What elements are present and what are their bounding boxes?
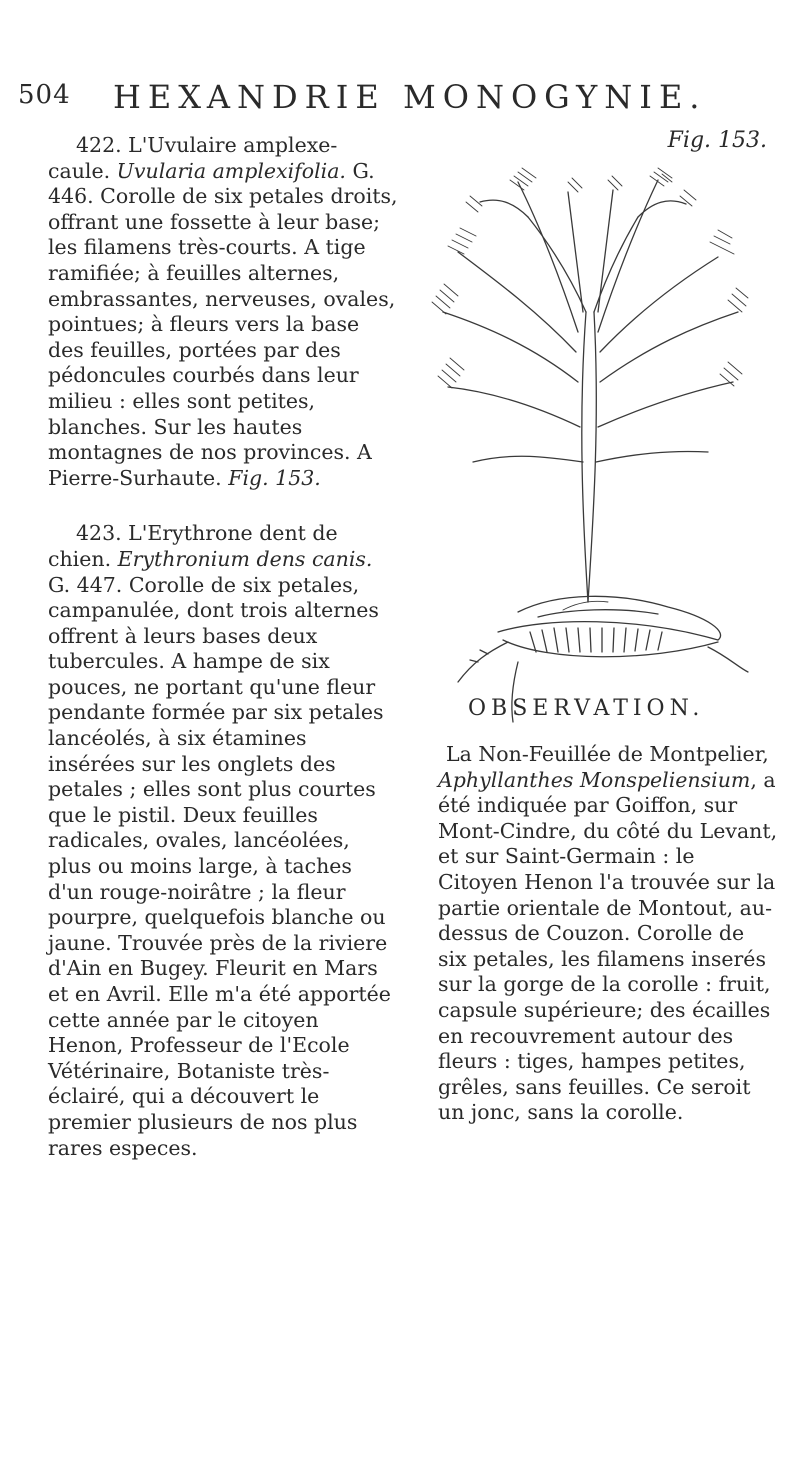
leaf-hatching <box>432 168 748 388</box>
figure-reference: Fig. 153. <box>228 465 321 490</box>
latin-name: Uvularia amplexifolia. <box>116 158 346 183</box>
observation-text <box>438 742 778 1126</box>
observation-text-start: La Non-Feuillée de Montpelier, <box>446 742 769 766</box>
left-column <box>48 133 398 1183</box>
entry-text-end: G. 446. Corolle de six petales droits, offrant une fossette à leur base; les filamens très-courts. A tige ramifiée; à feuilles alternes, embrassantes, nerveuses, ovales, pointues; à fleurs vers la base des feuilles, portées par des pédoncules courbés dans leur milieu : elles sont petites, blanches. Sur les hautes montagnes de nos provinces. A Pierre-Surhaute. <box>48 158 398 490</box>
figure-label: Fig. 153. <box>667 128 767 153</box>
latin-name: Aphyllanthes Monspeliensium <box>438 767 751 792</box>
entry-paragraph <box>48 133 398 491</box>
running-title: HEXANDRIE MONOGYNIE. <box>113 78 707 116</box>
observation-text-end: , a été indiquée par Goiffon, sur Mont-Cindre, du côté du Levant, et sur Saint-Germain : le Citoyen Henon l'a trouvée sur la partie orientale de Montout, au-dessus de Couzon. Corolle de six petales, les filamens inserés sur la gorge de la corolle : fruit, capsule supérieure; des écailles en recouvrement autour des fleurs : tiges, hampes petites, grêles, sans feuilles. Ce seroit un jonc, sans la corolle. <box>438 767 778 1125</box>
botanical-illustration <box>418 162 758 734</box>
page-header <box>18 78 798 118</box>
entry-paragraph <box>48 521 398 1161</box>
entry-erythronium <box>48 521 398 1161</box>
entry-uvularia <box>48 133 398 491</box>
entry-text-start: 422. L'Uvulaire amplexe-caule. <box>48 133 338 183</box>
upper-leaf-cluster <box>443 180 738 602</box>
entry-text-start: 423. L'Erythrone dent de chien. <box>48 521 338 571</box>
observation-title: OBSERVATION. <box>468 696 705 721</box>
page-number: 504 <box>18 80 71 110</box>
latin-name: Erythronium dens canis. <box>117 546 373 571</box>
entry-text-end: G. 447. Corolle de six petales, campanulée, dont trois alternes offrent à leurs bases deux tubercules. A hampe de six pouces, ne portant qu'une fleur pendante formée par six petales lancéolés, à six étamines insérées sur les onglets des petales ; elles sont plus courtes que le pistil. Deux feuilles radicales, ovales, lancéolées, plus ou moins large, à taches d'un rouge-noirâtre ; la fleur pourpre, quelquefois blanche ou jaune. Trouvée près de la riviere d'Ain en Bugey. Fleurit en Mars et en Avril. Elle m'a été apportée cette année par le citoyen Henon, Professeur de l'Ecole Vétérinaire, Botaniste très-éclairé, qui a découvert le premier plusieurs de nos plus rares especes. <box>48 572 391 1160</box>
observation-paragraph <box>438 742 778 1126</box>
